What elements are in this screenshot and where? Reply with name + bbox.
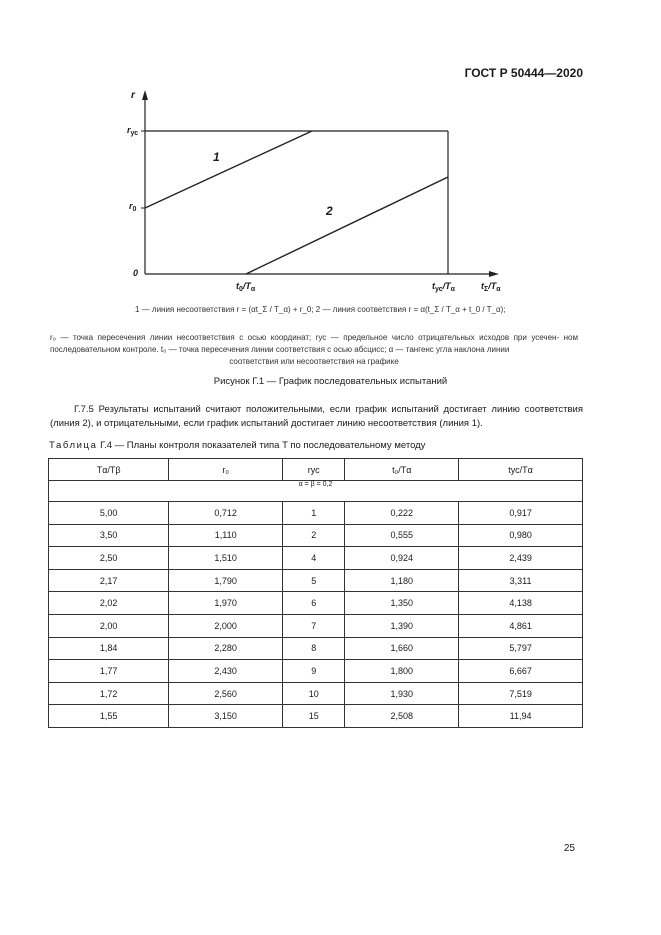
table-cell: 9 <box>283 660 345 683</box>
table-cell: 1,800 <box>345 660 459 683</box>
legend-line-1: r₀ — точка пересечения линии несоответствия с осью координат; rус — предельное число отрицательных исходов при усечен- <box>50 333 560 342</box>
table-cell: 1,510 <box>169 547 283 570</box>
table-row <box>49 524 583 547</box>
figure-graph <box>0 0 661 300</box>
x-axis-arrow <box>489 271 499 277</box>
table-caption <box>49 440 425 451</box>
line-1-nonconformance <box>145 131 312 208</box>
table-cell: 4,138 <box>459 592 583 615</box>
x-tick-tyc: $t_{ус}/T_\alpha$ <box>432 281 455 293</box>
table-cell: 2,508 <box>345 705 459 728</box>
figure-legend-formula: 1 — линия несоответствия r = (αt_Σ / T_α) + r_0; 2 — линия соответствия r = α(t_Σ / T_α + t_0 / T_α); <box>135 305 506 314</box>
y-axis-arrow <box>142 90 148 100</box>
table-cell: 1,660 <box>345 637 459 660</box>
table-cell: 6,667 <box>459 660 583 683</box>
header-cell: t₀/Tα <box>345 459 459 481</box>
page-number: 25 <box>563 843 575 854</box>
table-cell: 1,84 <box>49 637 169 660</box>
header-cell: Tα/Tβ <box>49 459 169 481</box>
table-cell: 3,150 <box>169 705 283 728</box>
table-cell: 2,280 <box>169 637 283 660</box>
table-header-row <box>49 459 583 481</box>
header-cell: rус <box>283 459 345 481</box>
table-row <box>49 569 583 592</box>
line-2-label: 2 <box>326 204 333 218</box>
table-cell: 0,712 <box>169 502 283 525</box>
table-cell: 0,555 <box>345 524 459 547</box>
figure-caption: Рисунок Г.1 — График последовательных испытаний <box>213 376 448 387</box>
plans-table <box>48 458 583 728</box>
figure-legend-text <box>50 332 578 368</box>
line-2-conformance <box>246 177 448 274</box>
document-code: ГОСТ Р 50444—2020 <box>464 66 583 80</box>
table-row <box>49 637 583 660</box>
table-cell: 2,00 <box>49 614 169 637</box>
r0-tick-label: $r_0$ <box>129 201 137 213</box>
table-cell: 1,350 <box>345 592 459 615</box>
table-row <box>49 705 583 728</box>
table-row <box>49 614 583 637</box>
table-cell: 2,50 <box>49 547 169 570</box>
table-cell: 1 <box>283 502 345 525</box>
table-cell: 15 <box>283 705 345 728</box>
table-cell: 5,797 <box>459 637 583 660</box>
table-cell: 1,970 <box>169 592 283 615</box>
table-cell: 0,980 <box>459 524 583 547</box>
table-subheader-row <box>49 481 583 502</box>
table-cell: 5,00 <box>49 502 169 525</box>
table-cell: 7 <box>283 614 345 637</box>
table-cell: 2,17 <box>49 569 169 592</box>
table-cell: 0,917 <box>459 502 583 525</box>
paragraph-g75: Г.7.5 Результаты испытаний считают положительными, если график испытаний достигает линию соответствия (линия 2), и отрицательными, если график испытаний достигает линию несоответствия (линия 1). <box>50 404 583 429</box>
table-cell: 1,930 <box>345 682 459 705</box>
x-tick-t0: $t_0/T_\alpha$ <box>236 281 256 293</box>
table-caption-text: Г.4 — Планы контроля показателей типа T по последовательному методу <box>100 440 426 451</box>
table-cell: 1,390 <box>345 614 459 637</box>
subheader-cell: α = β = 0,2 <box>49 481 583 502</box>
table-row <box>49 592 583 615</box>
table-row <box>49 502 583 525</box>
table-cell: 6 <box>283 592 345 615</box>
table-cell: 5 <box>283 569 345 592</box>
table-cell: 1,72 <box>49 682 169 705</box>
table-cell: 2,02 <box>49 592 169 615</box>
x-axis-label: $t_\Sigma/T_\alpha$ <box>481 281 501 293</box>
table-row <box>49 660 583 683</box>
table-cell: 4 <box>283 547 345 570</box>
table-cell: 10 <box>283 682 345 705</box>
table-cell: 1,110 <box>169 524 283 547</box>
table-cell: 2,560 <box>169 682 283 705</box>
table-cell: 1,55 <box>49 705 169 728</box>
table-cell: 2,430 <box>169 660 283 683</box>
table-cell: 4,861 <box>459 614 583 637</box>
table-row <box>49 682 583 705</box>
table-cell: 3,311 <box>459 569 583 592</box>
y-axis-label: r <box>131 90 135 101</box>
table-cell: 2,439 <box>459 547 583 570</box>
table-cell: 7,519 <box>459 682 583 705</box>
legend-line-3: соответствия или несоответствия на графике <box>229 357 399 366</box>
table-cell: 11,94 <box>459 705 583 728</box>
table-cell: 1,77 <box>49 660 169 683</box>
table-cell: 1,180 <box>345 569 459 592</box>
header-cell: tус/Tα <box>459 459 583 481</box>
table-cell: 2,000 <box>169 614 283 637</box>
graph-svg <box>0 0 661 300</box>
origin-label: 0 <box>133 268 139 278</box>
table-cell: 8 <box>283 637 345 660</box>
ryc-tick-label: $r_{ус}$ <box>127 125 139 137</box>
header-cell: r₀ <box>169 459 283 481</box>
table-cell: 1,790 <box>169 569 283 592</box>
legend-line-2: ном последовательном контроле. t₀ — точка пересечения линии соответствия с осью абсцисс; α — тангенс угла наклона линии <box>50 333 578 354</box>
table-cell: 2 <box>283 524 345 547</box>
table-cell: 0,222 <box>345 502 459 525</box>
table-cell: 0,924 <box>345 547 459 570</box>
table-cell: 3,50 <box>49 524 169 547</box>
table-row <box>49 547 583 570</box>
line-1-label: 1 <box>213 150 220 164</box>
table-caption-prefix: Таблица <box>49 440 98 451</box>
